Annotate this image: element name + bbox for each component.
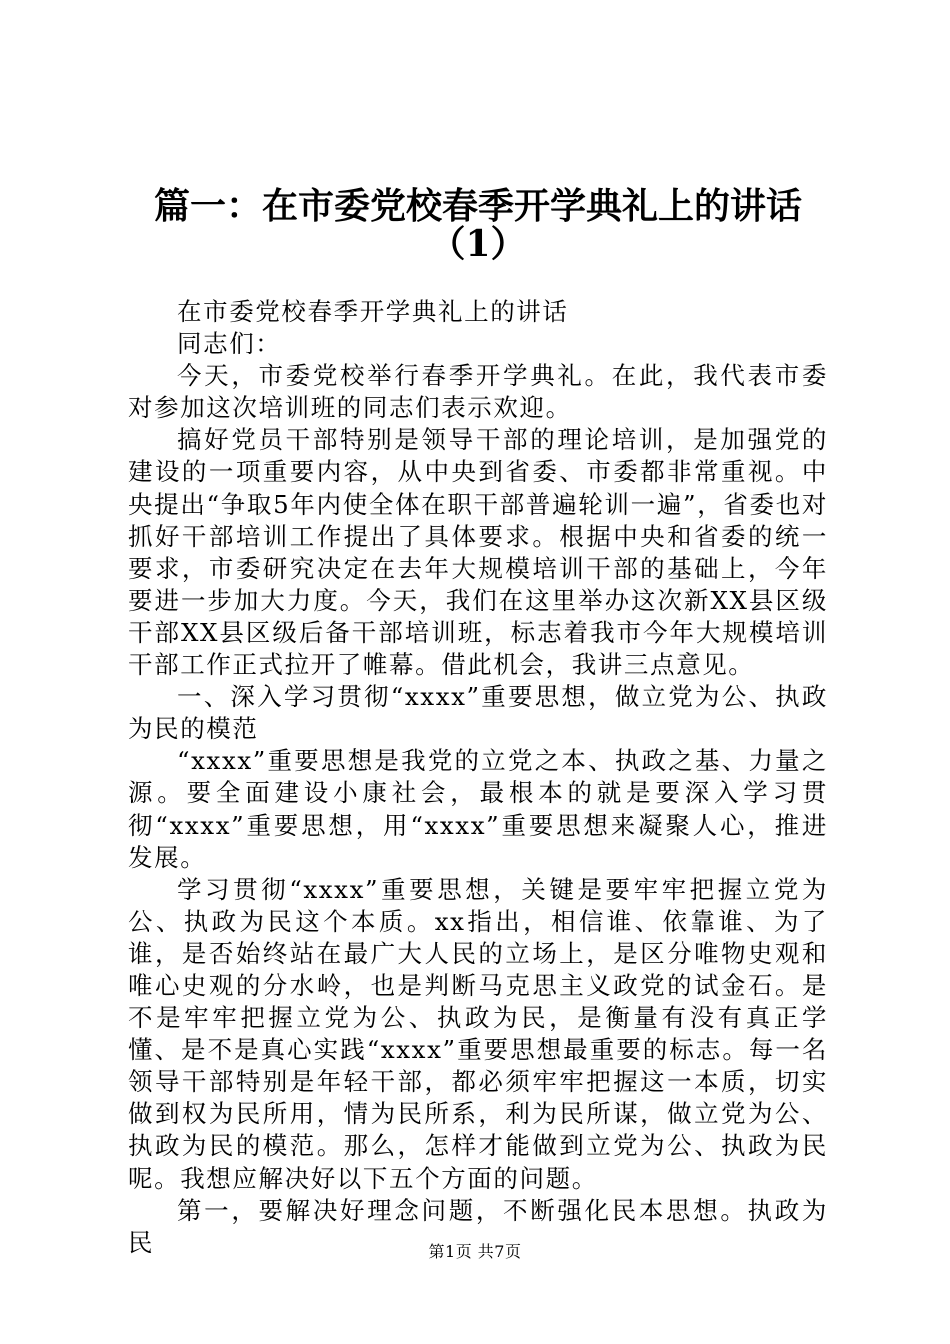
salutation: 同志们：: [177, 329, 282, 359]
document-body: [128, 296, 828, 1259]
body-paragraph: 今天，市委党校举行春季开学典礼。在此，我代表市委对参加这次培训班的同志们表示欢迎。: [128, 361, 828, 423]
document-title-continuation: （1）: [429, 223, 527, 265]
speech-heading: 在市委党校春季开学典礼上的讲话: [177, 297, 569, 326]
body-paragraph: 学习贯彻“xxxx”重要思想，关键是要牢牢把握立党为公、执政为民这个本质。xx指出，相信谁、依靠谁、为了谁，是否始终站在最广大人民的立场上，是区分唯物史观和唯心史观的分水岭，也是判断马克思主义政党的试金石。是不是牢牢把握立党为公、执政为民，是衡量有没有真正学懂、是不是真心实践“xxxx”重要思想最重要的标志。每一名领导干部特别是年轻干部，都必须牢牢把握这一本质，切实做到权为民所用，情为民所系，利为民所谋，做立党为公、执政为民的模范。那么，怎样才能做到立党为公、执政为民呢。我想应解决好以下五个方面的问题。: [128, 874, 828, 1193]
page-number-footer: 第1页 共7页: [428, 1242, 522, 1261]
body-paragraph: 搞好党员干部特别是领导干部的理论培训，是加强党的建设的一项重要内容，从中央到省委、市委都非常重视。中央提出“争取5年内使全体在职干部普遍轮训一遍”，省委也对抓好干部培训工作提出了具体要求。根据中央和省委的统一要求，市委研究决定在去年大规模培训干部的基础上，今年要进一步加大力度。今天，我们在这里举办这次新XX县区级干部XX县区级后备干部培训班，标志着我市今年大规模培训干部工作正式拉开了帷幕。借此机会，我讲三点意见。: [128, 425, 828, 680]
document-title: 篇一：在市委党校春季开学典礼上的讲话: [153, 185, 802, 227]
body-paragraph: 第一，要解决好理念问题，不断强化民本思想。执政为民: [128, 1195, 828, 1257]
body-paragraph: “xxxx”重要思想是我党的立党之本、执政之基、力量之源。要全面建设小康社会，最根本的就是要深入学习贯彻“xxxx”重要思想，用“xxxx”重要思想来凝聚人心，推进发展。: [128, 746, 828, 872]
section-heading: 一、深入学习贯彻“xxxx”重要思想，做立党为公、执政为民的模范: [128, 682, 828, 744]
